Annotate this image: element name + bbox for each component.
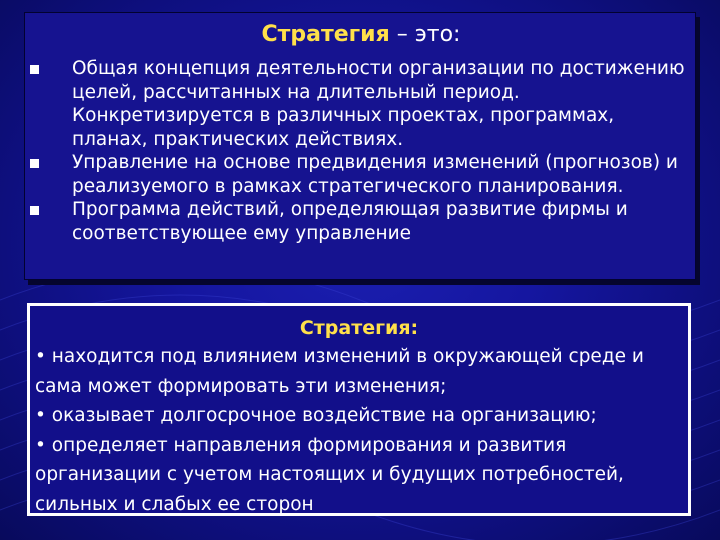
property-item: • оказывает долгосрочное воздействие на организацию;: [35, 405, 597, 426]
properties-title: Стратегия:: [299, 317, 419, 339]
definition-item-text: Программа действий, определяющая развитие фирмы и соответствующее ему управление: [72, 199, 628, 244]
square-bullet-icon: [30, 65, 39, 74]
definition-item: [25, 198, 697, 245]
property-item: • находится под влиянием изменений в окружающей среде и сама может формировать эти изменения;: [35, 346, 644, 397]
definition-panel: [24, 12, 696, 280]
property-item: • определяет направления формирования и развития организации с учетом настоящих и будущих потребностей, сильных и слабых ее сторон: [35, 434, 624, 515]
definition-title-suffix: – это:: [389, 22, 461, 47]
definition-item-text: Общая концепция деятельности организации по достижению целей, рассчитанных на длительный период. Конкретизируется в различных проектах, программах, планах, практических действиях.: [72, 58, 685, 150]
definition-item: [25, 151, 697, 198]
definition-item-text: Управление на основе предвидения изменений (прогнозов) и реализуемого в рамках стратегического планирования.: [72, 152, 678, 197]
square-bullet-icon: [30, 206, 39, 215]
properties-text: [35, 342, 685, 519]
square-bullet-icon: [30, 159, 39, 168]
definition-list: [25, 57, 697, 245]
definition-title-term: Стратегия: [261, 22, 390, 47]
properties-panel: [27, 303, 691, 516]
definition-item: [25, 57, 697, 151]
definition-title: [25, 21, 697, 49]
